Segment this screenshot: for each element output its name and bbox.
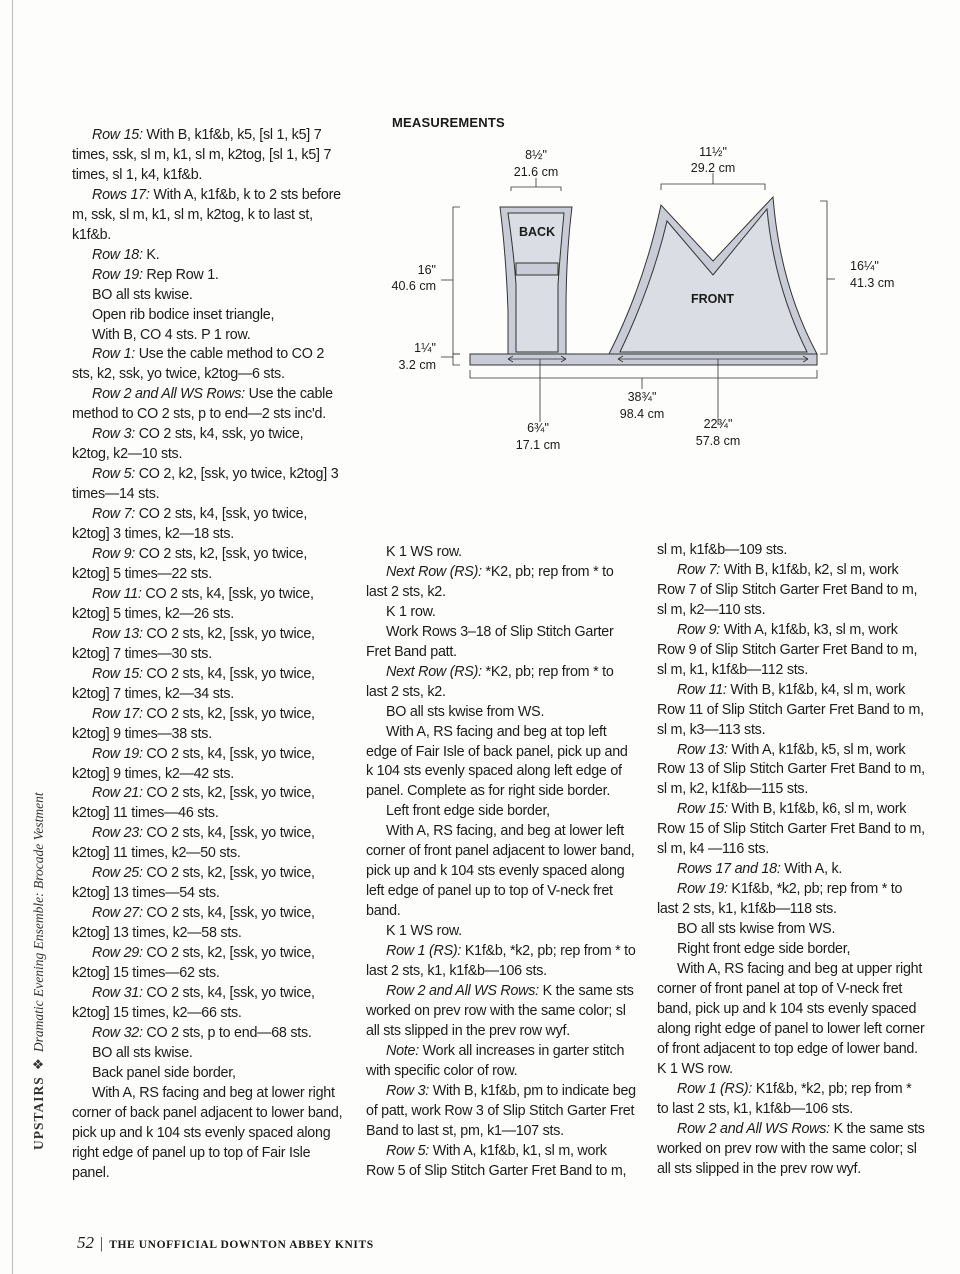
row-label: Row 3:	[386, 1082, 429, 1099]
paragraph	[72, 1084, 344, 1184]
row-label: Row 15:	[92, 665, 143, 682]
paragraph	[72, 465, 344, 505]
paragraph	[72, 625, 344, 665]
row-text: K 1 WS row.	[386, 544, 462, 560]
row-text: CO 2, k2, [ssk, yo twice, k2tog] 3 times—14 sts.	[72, 466, 339, 503]
row-label: Row 19:	[677, 881, 728, 898]
row-text: CO 2 sts, k4, [ssk, yo twice, k2tog] 5 times, k2—26 sts.	[72, 585, 314, 622]
row-text: CO 2 sts, k2, [ssk, yo twice, k2tog] 5 times—22 sts.	[72, 546, 308, 582]
row-text: *K2, pb; rep from * to last 2 sts, k2.	[366, 663, 614, 700]
band-front-width-in: 22¾"	[703, 417, 733, 431]
row-label: Row 5:	[92, 466, 135, 483]
paragraph	[366, 1082, 636, 1142]
row-text: With A, k1f&b, k5, sl m, work Row 13 of Slip Stitch Garter Fret Band to m, sl m, k2, k1f&b—115 sts.	[657, 741, 925, 798]
paragraph	[72, 385, 344, 425]
band-back-width-in: 6¾"	[527, 421, 549, 435]
row-text: sl m, k1f&b—109 sts.	[657, 542, 788, 558]
paragraph	[72, 306, 344, 326]
row-text: CO 2 sts, k4, ssk, yo twice, k2tog, k2—10 sts.	[72, 426, 304, 463]
paragraph	[657, 561, 925, 621]
paragraph	[366, 802, 636, 822]
running-head-section: UPSTAIRS	[31, 1076, 46, 1150]
paragraph	[72, 246, 344, 266]
paragraph	[366, 1042, 636, 1082]
row-text: BO all sts kwise from WS.	[386, 703, 545, 720]
paragraph	[72, 1024, 344, 1044]
paragraph	[72, 824, 344, 864]
paragraph	[72, 864, 344, 904]
front-width-in: 11½"	[699, 145, 727, 159]
back-width-cm: 21.6 cm	[513, 165, 559, 179]
row-text: CO 2 sts, k4, [ssk, yo twice, k2tog] 9 times, k2—42 sts.	[72, 745, 315, 782]
paragraph	[657, 920, 925, 940]
paragraph	[657, 621, 925, 681]
paragraph	[72, 545, 344, 585]
row-label: Next Row (RS):	[386, 563, 482, 580]
row-text: With A, k.	[780, 861, 843, 878]
paragraph	[657, 860, 925, 880]
row-label: Row 29:	[92, 945, 143, 962]
row-text: CO 2 sts, k2, [ssk, yo twice, k2tog] 15 times—62 sts.	[72, 945, 315, 982]
text-column-1	[72, 126, 344, 1184]
paragraph	[366, 922, 636, 942]
row-text: BO all sts kwise.	[92, 286, 193, 303]
total-width-in: 38¾"	[627, 390, 657, 404]
row-text: BO all sts kwise from WS.	[677, 921, 836, 938]
paragraph	[72, 186, 344, 246]
row-label: Row 23:	[92, 825, 143, 842]
page-footer	[77, 1233, 374, 1253]
row-label: Row 1 (RS):	[677, 1080, 753, 1097]
footer-book-title: THE UNOFFICIAL DOWNTON ABBEY KNITS	[109, 1239, 374, 1251]
back-height-in: 16"	[417, 263, 436, 277]
paragraph	[72, 585, 344, 625]
paragraph	[72, 1044, 344, 1064]
row-text: With A, RS facing, and beg at lower left corner of front panel adjacent to lower band, pick up and k 104 sts evenly spaced along left edge of panel up to top of V-neck fret band.	[366, 823, 635, 920]
row-text: With B, k1f&b, k6, sl m, work Row 15 of Slip Stitch Garter Fret Band to m, sl m, k4 —116 sts.	[657, 801, 925, 858]
front-height-cm: 41.3 cm	[850, 276, 895, 290]
paragraph	[366, 543, 636, 563]
paragraph	[72, 1064, 344, 1084]
front-label: FRONT	[691, 292, 735, 306]
row-text: Back panel side border,	[92, 1064, 236, 1081]
row-label: Row 11:	[92, 585, 142, 602]
row-text: Use the cable method to CO 2 sts, k2, ssk, yo twice, k2tog—6 sts.	[72, 346, 325, 383]
front-height-in: 16¼"	[850, 259, 879, 273]
row-label: Row 1:	[92, 346, 135, 363]
row-label: Row 7:	[92, 506, 135, 523]
paragraph	[72, 505, 344, 545]
band-front-width-cm: 57.8 cm	[695, 434, 741, 448]
row-label: Row 13:	[677, 741, 728, 758]
row-label: Row 19:	[92, 745, 143, 762]
row-label: Row 15:	[92, 127, 143, 143]
paragraph	[657, 1120, 925, 1180]
row-text: Work Rows 3–18 of Slip Stitch Garter Fret Band patt.	[366, 623, 614, 660]
text-column-2	[366, 543, 636, 1182]
running-head-separator: ❖	[31, 1058, 46, 1071]
row-label: Row 19:	[92, 266, 143, 283]
paragraph	[657, 940, 925, 960]
lower-band	[470, 354, 817, 365]
row-text: Use the cable method to CO 2 sts, p to end—2 sts inc'd.	[72, 386, 333, 423]
row-text: K the same sts worked on prev row with the same color; sl all sts slipped in the prev row wyf.	[366, 982, 634, 1039]
text-column-3	[657, 541, 925, 1180]
page-number: 52	[77, 1233, 94, 1252]
row-text: CO 2 sts, k2, [ssk, yo twice, k2tog] 7 times—30 sts.	[72, 625, 315, 662]
row-label: Row 32:	[92, 1024, 143, 1041]
row-text: BO all sts kwise.	[92, 1044, 193, 1061]
row-text: CO 2 sts, k4, [ssk, yo twice, k2tog] 13 times, k2—58 sts.	[72, 905, 315, 942]
row-text: Work all increases in garter stitch with specific color of row.	[366, 1042, 625, 1079]
band-height-in: 1¼"	[414, 341, 436, 355]
row-text: With A, k1f&b, k to 2 sts before m, ssk, sl m, k1, sl m, k2tog, k to last st, k1f&b.	[72, 186, 341, 243]
row-label: Row 13:	[92, 625, 143, 642]
paragraph	[366, 603, 636, 623]
paragraph	[72, 665, 344, 705]
row-text: K1f&b, *k2, pb; rep from * to last 2 sts, k1, k1f&b—106 sts.	[657, 1080, 912, 1117]
row-label: Row 21:	[92, 785, 143, 802]
row-text: CO 2 sts, k2, [ssk, yo twice, k2tog] 13 times—54 sts.	[72, 865, 315, 902]
paragraph	[657, 800, 925, 860]
row-label: Rows 17 and 18:	[677, 861, 781, 878]
row-label: Note:	[386, 1042, 419, 1059]
back-width-in: 8½"	[525, 148, 547, 162]
row-label: Next Row (RS):	[386, 663, 482, 680]
paragraph	[657, 960, 925, 1080]
row-text: K 1 row.	[386, 603, 436, 620]
paragraph	[72, 904, 344, 944]
paragraph	[72, 326, 344, 346]
row-text: With B, k1f&b, k5, [sl 1, k5] 7 times, ssk, sl m, k1, sl m, k2tog, [sl 1, k5] 7 times, sl 1, k4, k1f&b.	[72, 127, 332, 183]
row-text: K the same sts worked on prev row with the same color; sl all sts slipped in the prev row wyf.	[657, 1120, 925, 1177]
row-label: Row 17:	[92, 705, 143, 722]
row-text: CO 2 sts, p to end—68 sts.	[142, 1024, 312, 1041]
row-text: CO 2 sts, k4, [ssk, yo twice, k2tog] 7 times, k2—34 sts.	[72, 665, 315, 702]
row-label: Row 18:	[92, 246, 143, 263]
back-fair-isle-band	[516, 263, 558, 275]
paragraph	[366, 942, 636, 982]
row-label: Row 2 and All WS Rows:	[92, 386, 245, 403]
paragraph	[366, 563, 636, 603]
running-head-vertical	[10, 300, 52, 1160]
row-label: Row 25:	[92, 865, 143, 882]
row-text: With A, k1f&b, k3, sl m, work Row 9 of Slip Stitch Garter Fret Band to m, sl m, k1, k1f&b—112 sts.	[657, 621, 918, 678]
paragraph	[72, 705, 344, 745]
row-label: Row 3:	[92, 426, 135, 443]
paragraph	[366, 982, 636, 1042]
paragraph	[657, 541, 925, 561]
back-label: BACK	[519, 225, 556, 239]
row-text: K1f&b, *k2, pb; rep from * to last 2 sts, k1, k1f&b—106 sts.	[366, 943, 636, 980]
row-text: With B, k1f&b, k4, sl m, work Row 11 of Slip Stitch Garter Fret Band to m, sl m, k3—113 sts.	[657, 681, 924, 738]
row-label: Row 2 and All WS Rows:	[677, 1120, 830, 1137]
row-text: K1f&b, *k2, pb; rep from * to last 2 sts, k1, k1f&b—118 sts.	[657, 881, 903, 918]
paragraph	[72, 984, 344, 1024]
paragraph	[72, 745, 344, 785]
paragraph	[72, 126, 344, 186]
paragraph	[657, 741, 925, 801]
row-text: K.	[142, 246, 160, 263]
band-height-cm: 3.2 cm	[398, 358, 436, 372]
row-label: Row 2 and All WS Rows:	[386, 982, 539, 999]
paragraph	[72, 266, 344, 286]
row-text: With B, CO 4 sts. P 1 row.	[92, 326, 251, 343]
row-label: Row 27:	[92, 905, 143, 922]
row-text: Left front edge side border,	[386, 803, 550, 820]
row-text: *K2, pb; rep from * to last 2 sts, k2.	[366, 563, 614, 600]
paragraph	[657, 1080, 925, 1120]
paragraph	[72, 944, 344, 984]
row-text: K 1 WS row.	[386, 923, 462, 940]
paragraph	[366, 1142, 636, 1182]
paragraph	[366, 822, 636, 922]
running-head-title: Dramatic Evening Ensemble: Brocade Vestment	[31, 792, 46, 1053]
row-text: CO 2 sts, k4, [ssk, yo twice, k2tog] 15 times, k2—66 sts.	[72, 984, 315, 1021]
row-label: Row 11:	[677, 681, 727, 698]
front-width-cm: 29.2 cm	[690, 161, 736, 175]
row-label: Row 31:	[92, 984, 143, 1001]
row-label: Row 9:	[92, 546, 135, 563]
paragraph	[366, 623, 636, 663]
row-text: CO 2 sts, k2, [ssk, yo twice, k2tog] 9 times—38 sts.	[72, 705, 315, 742]
paragraph	[657, 880, 925, 920]
row-text: With A, RS facing and beg at top left edge of Fair Isle of back panel, pick up and k 104 sts evenly spaced along left edge of panel. Complete as for right side border.	[366, 723, 628, 800]
paragraph	[72, 425, 344, 465]
row-text: With A, RS facing and beg at lower right corner of back panel adjacent to lower band, pick up and k 104 sts evenly spaced along right edge of panel up to top of Fair Isle panel.	[72, 1084, 343, 1181]
row-text: CO 2 sts, k2, [ssk, yo twice, k2tog] 11 times—46 sts.	[72, 785, 315, 822]
back-height-cm: 40.6 cm	[391, 279, 436, 293]
paragraph	[72, 784, 344, 824]
total-width-cm: 98.4 cm	[619, 407, 665, 421]
row-label: Row 1 (RS):	[386, 943, 462, 960]
paragraph	[72, 345, 344, 385]
row-label: Row 7:	[677, 561, 720, 578]
row-label: Row 5:	[386, 1142, 429, 1159]
row-text: Right front edge side border,	[677, 941, 851, 958]
row-label: Rows 17:	[92, 186, 150, 203]
measurements-schematic	[380, 135, 920, 465]
row-text: CO 2 sts, k4, [ssk, yo twice, k2tog] 3 times, k2—18 sts.	[72, 506, 308, 543]
row-text: With B, k1f&b, k2, sl m, work Row 7 of Slip Stitch Garter Fret Band to m, sl m, k2—110 sts.	[657, 561, 918, 618]
row-text: With A, k1f&b, k1, sl m, work Row 5 of Slip Stitch Garter Fret Band to m,	[366, 1142, 627, 1179]
paragraph	[366, 663, 636, 703]
row-label: Row 15:	[677, 801, 728, 818]
row-text: With A, RS facing and beg at upper right corner of front panel at top of V-neck fret band, pick up and k 104 sts evenly spaced along right edge of panel to lower left corner of front adjacent to top edge of lower band. K 1 WS row.	[657, 961, 925, 1077]
row-label: Row 9:	[677, 621, 720, 638]
row-text: With B, k1f&b, pm to indicate beg of patt, work Row 3 of Slip Stitch Garter Fret Band to last st, pm, k1—107 sts.	[366, 1082, 636, 1139]
row-text: CO 2 sts, k4, [ssk, yo twice, k2tog] 11 times, k2—50 sts.	[72, 825, 315, 862]
footer-separator: |	[100, 1235, 104, 1252]
paragraph	[72, 286, 344, 306]
measurements-heading: MEASUREMENTS	[392, 115, 505, 130]
band-back-width-cm: 17.1 cm	[515, 438, 561, 452]
row-text: Rep Row 1.	[142, 266, 219, 283]
paragraph	[366, 703, 636, 723]
row-text: Open rib bodice inset triangle,	[92, 306, 275, 323]
paragraph	[657, 681, 925, 741]
paragraph	[366, 723, 636, 803]
